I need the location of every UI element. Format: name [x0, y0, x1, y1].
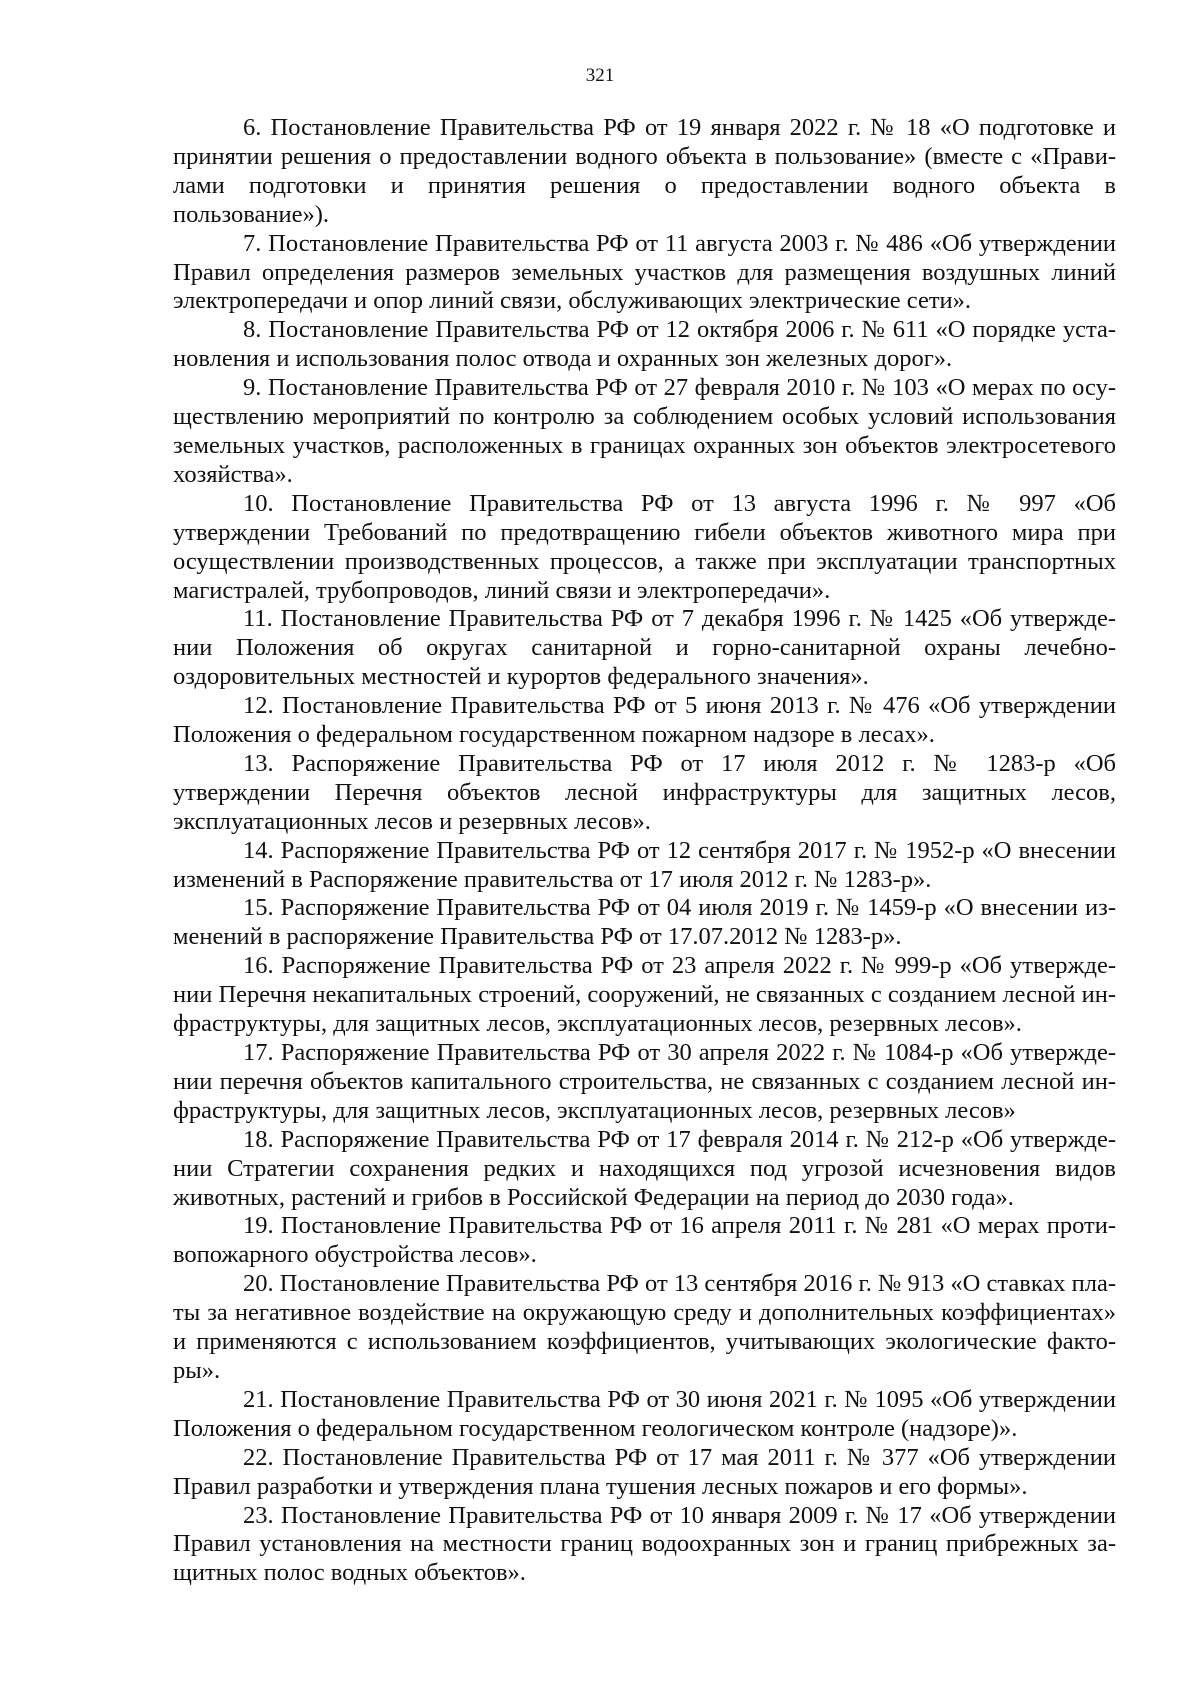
- list-item: 16. Распоряжение Правительства РФ от 23 апреля 2022 г. № 999-р «Об утверждении Перечня некапитальных строений, сооружений, не связанных с созданием лесной инфраструктуры, для защитных лесов, эксплуатационных лесов, резервных лесов».: [173, 952, 1116, 1038]
- list-item: 23. Постановление Правительства РФ от 10 января 2009 г. № 17 «Об утверждении Правил установления на местности границ водоохранных зон и границ прибрежных защитных полос водных объектов».: [173, 1501, 1116, 1587]
- list-item: 10. Постановление Правительства РФ от 13 августа 1996 г. № 997 «Об утверждении Требований по предотвращению гибели объектов животного мира при осуществлении производственных процессов, а также при эксплуатации транспортных магистралей, трубопроводов, линий связи и электропередачи».: [173, 489, 1116, 604]
- list-item: 12. Постановление Правительства РФ от 5 июня 2013 г. № 476 «Об утверждении Положения о федеральном государственном пожарном надзоре в лесах».: [173, 692, 1116, 749]
- list-item: 17. Распоряжение Правительства РФ от 30 апреля 2022 г. № 1084-р «Об утверждении перечня объектов капитального строительства, не связанных с созданием лесной инфраструктуры, для защитных лесов, эксплуатационных лесов, резервных лесов»: [173, 1039, 1116, 1124]
- document-body: [173, 114, 1116, 1588]
- list-item: 11. Постановление Правительства РФ от 7 декабря 1996 г. № 1425 «Об утверждении Положения об округах санитарной и горно-санитарной охраны лечебно-оздоровительных местностей и курортов федерального значения».: [173, 605, 1116, 691]
- page-number: 321: [585, 65, 615, 86]
- list-item: 9. Постановление Правительства РФ от 27 февраля 2010 г. № 103 «О мерах по осуществлению мероприятий по контролю за соблюдением особых условий использования земельных участков, расположенных в границах охранных зон объектов электросетевого хозяйства».: [173, 374, 1116, 488]
- list-item: 14. Распоряжение Правительства РФ от 12 сентября 2017 г. № 1952-р «О внесении изменений в Распоряжение правительства от 17 июля 2012 г. № 1283-р».: [173, 836, 1116, 893]
- list-item: 8. Постановление Правительства РФ от 12 октября 2006 г. № 611 «О порядке установления и использования полос отвода и охранных зон железных дорог».: [173, 316, 1116, 373]
- list-item: 22. Постановление Правительства РФ от 17 мая 2011 г. № 377 «Об утверждении Правил разработки и утверждения плана тушения лесных пожаров и его формы».: [173, 1443, 1116, 1500]
- list-item: 7. Постановление Правительства РФ от 11 августа 2003 г. № 486 «Об утверждении Правил определения размеров земельных участков для размещения воздушных линий электропередачи и опор линий связи, обслуживающих электрические сети».: [173, 229, 1116, 315]
- list-item: 6. Постановление Правительства РФ от 19 января 2022 г. № 18 «О подготовке и принятии решения о предоставлении водного объекта в пользование» (вместе с «Правилами подготовки и принятия решения о предоставлении водного объекта в пользование»).: [173, 114, 1116, 228]
- list-item: 21. Постановление Правительства РФ от 30 июня 2021 г. № 1095 «Об утверждении Положения о федеральном государственном геологическом контроле (надзоре)».: [173, 1385, 1116, 1442]
- list-item: 13. Распоряжение Правительства РФ от 17 июля 2012 г. № 1283-р «Об утверждении Перечня объектов лесной инфраструктуры для защитных лесов, эксплуатационных лесов и резервных лесов».: [173, 749, 1116, 835]
- list-item: 19. Постановление Правительства РФ от 16 апреля 2011 г. № 281 «О мерах противопожарного обустройства лесов».: [173, 1212, 1116, 1269]
- list-item: 20. Постановление Правительства РФ от 13 сентября 2016 г. № 913 «О ставках платы за негативное воздействие на окружающую среду и дополнительных коэффициентах» и применяются с использованием коэффициентов, учитывающих экологические факторы».: [173, 1270, 1116, 1384]
- list-item: 15. Распоряжение Правительства РФ от 04 июля 2019 г. № 1459-р «О внесении изменений в распоряжение Правительства РФ от 17.07.2012 № 1283-р».: [173, 894, 1116, 951]
- list-item: 18. Распоряжение Правительства РФ от 17 февраля 2014 г. № 212-р «Об утверждении Стратегии сохранения редких и находящихся под угрозой исчезновения видов животных, растений и грибов в Российской Федерации на период до 2030 года».: [173, 1125, 1116, 1211]
